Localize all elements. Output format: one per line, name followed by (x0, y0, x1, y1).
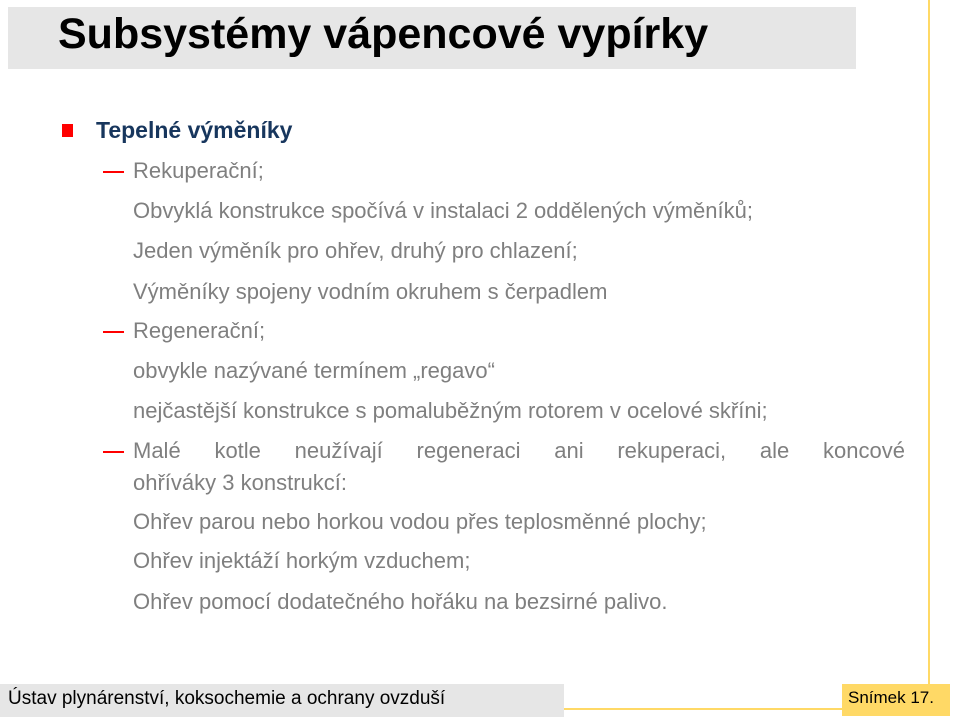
dash-bullet-icon (103, 331, 124, 333)
slide-title: Subsystémy vápencové vypírky (58, 10, 709, 58)
footer-institute: Ústav plynárenství, koksochemie a ochrany ovzduší (8, 688, 446, 709)
list-item: Výměníky spojeny vodním okruhem s čerpadlem (133, 279, 608, 304)
list-item: Malé kotle neužívají regeneraci ani rekuperaci, ale koncové (133, 438, 905, 463)
list-item: Jeden výměník pro ohřev, druhý pro chlazení; (133, 238, 578, 263)
list-item: Obvyklá konstrukce spočívá v instalaci 2 oddělených výměníků; (133, 198, 753, 223)
list-item: Ohřev pomocí dodatečného hořáku na bezsirné palivo. (133, 589, 668, 614)
list-item: Regenerační; (133, 318, 266, 343)
footer-accent-line (564, 708, 842, 710)
right-accent-line (928, 0, 930, 684)
list-item: Ohřev injektáží horkým vzduchem; (133, 548, 471, 573)
dash-bullet-icon (103, 451, 124, 453)
list-item: ohříváky 3 konstrukcí: (133, 470, 347, 495)
section-heading: Tepelné výměníky (96, 117, 293, 143)
list-item: obvykle nazývané termínem „regavo“ (133, 358, 495, 383)
list-item: nejčastější konstrukce s pomaluběžným rotorem v ocelové skříni; (133, 398, 768, 423)
list-item: Rekuperační; (133, 158, 264, 183)
dash-bullet-icon (103, 171, 124, 173)
list-item: Ohřev parou nebo horkou vodou přes teplosměnné plochy; (133, 509, 707, 534)
slide-number: Snímek 17. (848, 688, 934, 707)
square-bullet-icon (62, 124, 73, 137)
